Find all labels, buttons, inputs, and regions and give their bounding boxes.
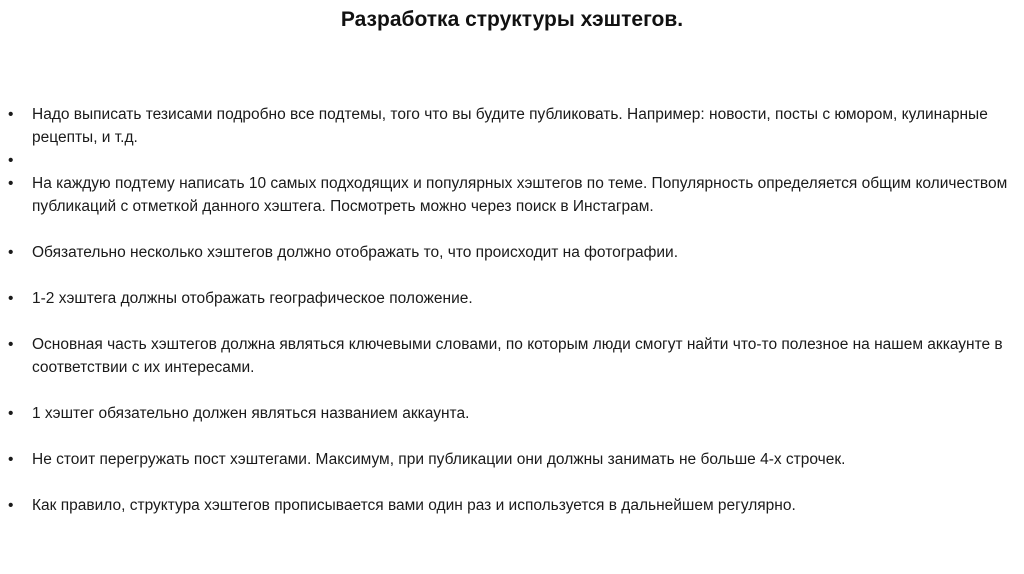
bullet-item	[0, 241, 1024, 264]
bullet-item	[0, 149, 1024, 172]
bullet-text: Основная часть хэштегов должна являться ключевыми словами, по которым люди смогут найти что-то полезное на нашем аккаунте в соответствии с их интересами.	[32, 336, 1003, 376]
bullet-marker: •	[8, 336, 14, 353]
bullet-text: На каждую подтему написать 10 самых подходящих и популярных хэштегов по теме. Популярность определяется общим количеством публикаций с отметкой данного хэштега. Посмотреть можно через поиск в Инстаграм.	[32, 175, 1008, 215]
bullet-marker: •	[8, 106, 14, 123]
bullet-item	[0, 402, 1024, 425]
bullet-marker: •	[8, 497, 14, 514]
bullet-marker: •	[8, 244, 14, 261]
bullet-marker: •	[8, 152, 14, 169]
bullet-text: Надо выписать тезисами подробно все подтемы, того что вы будите публиковать. Например: новости, посты с юмором, кулинарные рецепты, и т.д.	[32, 106, 988, 146]
bullet-item	[0, 287, 1024, 310]
bullet-text: Обязательно несколько хэштегов должно отображать то, что происходит на фотографии.	[32, 244, 679, 261]
bullet-text: 1-2 хэштега должны отображать географическое положение.	[32, 290, 473, 307]
bullet-marker: •	[8, 405, 14, 422]
bullet-text: Не стоит перегружать пост хэштегами. Максимум, при публикации они должны занимать не больше 4-х строчек.	[32, 451, 846, 468]
bullet-item	[0, 448, 1024, 471]
bullet-marker: •	[8, 175, 14, 192]
bullet-marker: •	[8, 290, 14, 307]
bullet-text: 1 хэштег обязательно должен являться названием аккаунта.	[32, 405, 470, 422]
bullet-list	[0, 103, 1024, 517]
bullet-item	[0, 172, 1024, 218]
bullet-item	[0, 103, 1024, 149]
bullet-marker: •	[8, 451, 14, 468]
bullet-item	[0, 333, 1024, 379]
bullet-text: Как правило, структура хэштегов прописывается вами один раз и используется в дальнейшем регулярно.	[32, 497, 796, 514]
slide-title: Разработка структуры хэштегов.	[340, 8, 684, 31]
bullet-item	[0, 494, 1024, 517]
